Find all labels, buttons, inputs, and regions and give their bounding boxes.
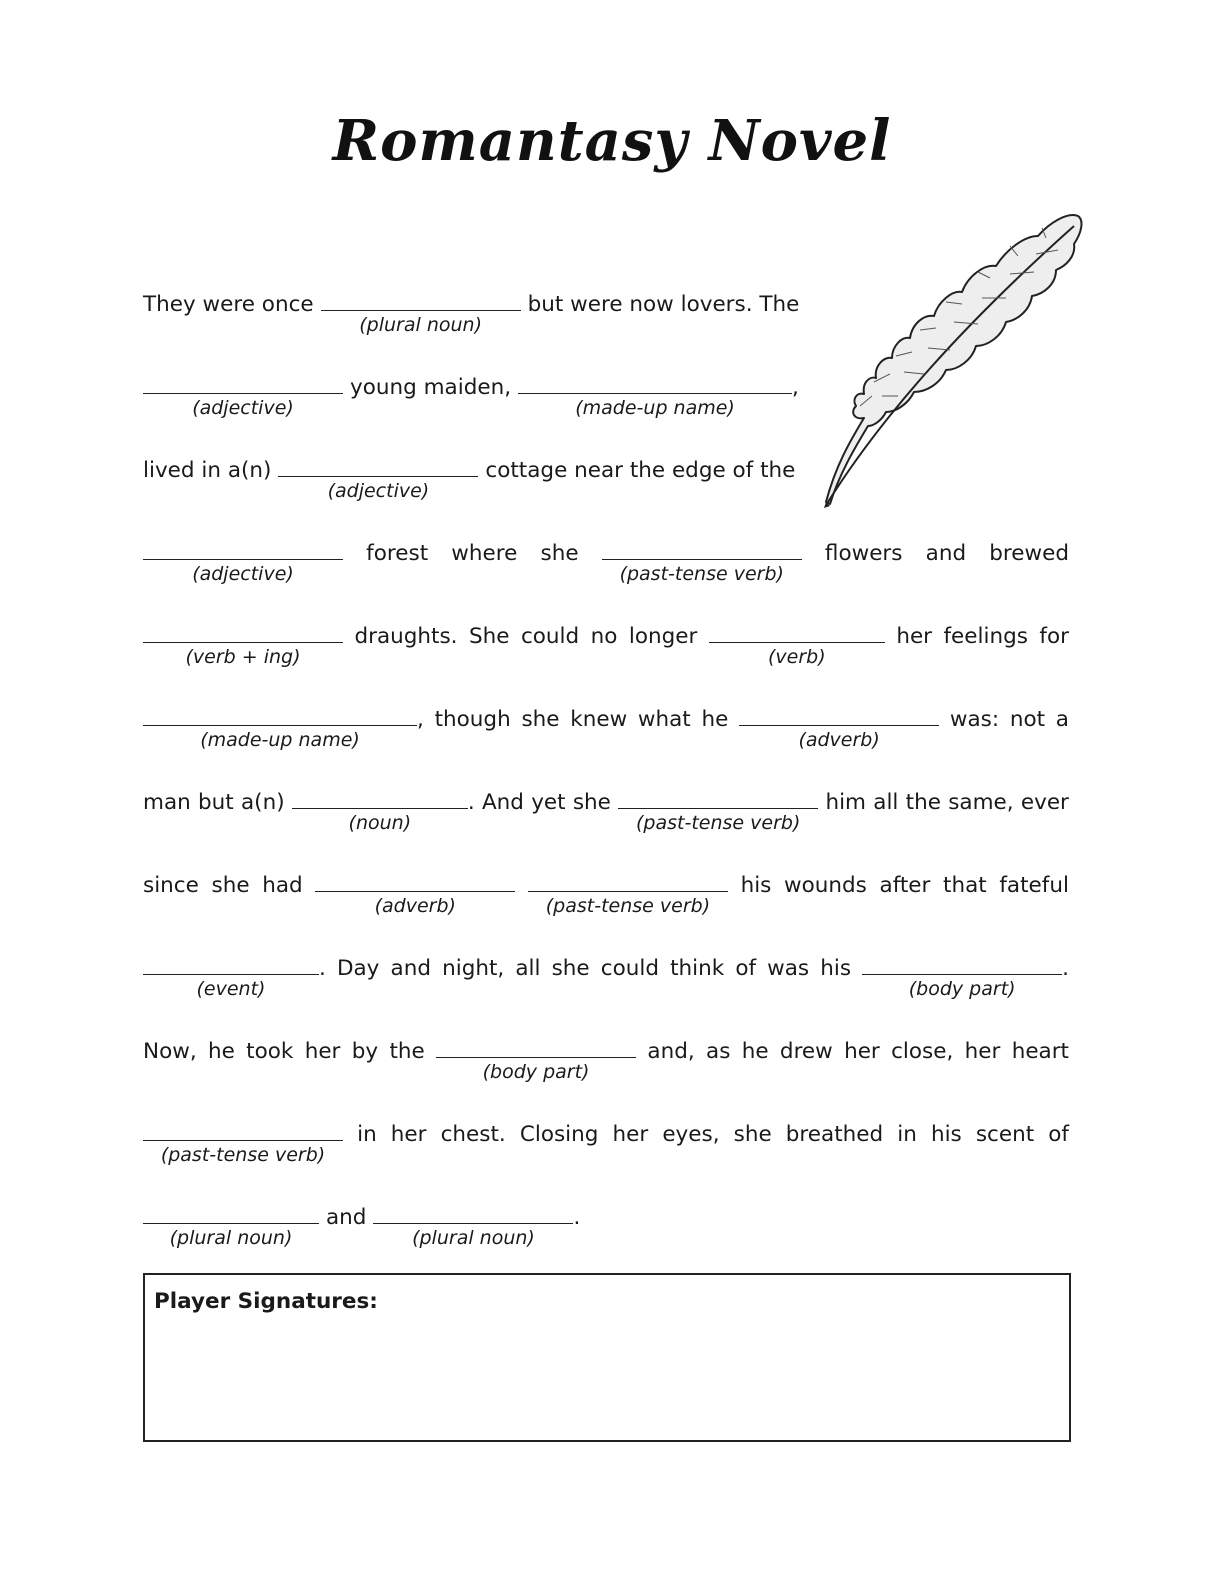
story-segment bbox=[143, 1111, 343, 1166]
story-segment bbox=[862, 945, 1069, 1000]
story-segment bbox=[896, 622, 932, 652]
story-segment bbox=[734, 1120, 772, 1150]
story-word: of bbox=[1048, 1122, 1069, 1147]
story-line bbox=[143, 945, 1069, 1000]
story-segment bbox=[262, 871, 302, 901]
story-segment bbox=[948, 788, 1013, 818]
story-segment bbox=[389, 1037, 424, 1067]
story-segment bbox=[198, 788, 234, 818]
story-segment bbox=[573, 788, 611, 818]
word-type-hint: (body part) bbox=[908, 978, 1016, 1000]
story-word: a bbox=[1055, 707, 1069, 732]
story-word: brewed bbox=[989, 541, 1069, 566]
signature-box[interactable] bbox=[143, 1273, 1071, 1442]
story-segment bbox=[897, 1120, 917, 1150]
story-segment bbox=[613, 1120, 649, 1150]
story-segment bbox=[880, 871, 931, 901]
story-segment bbox=[591, 622, 618, 652]
story-word: she bbox=[572, 790, 611, 815]
story-segment bbox=[989, 539, 1069, 569]
story-word: the bbox=[905, 790, 941, 815]
story-segment bbox=[143, 456, 271, 486]
story-segment bbox=[305, 1037, 341, 1067]
fill-in-blank[interactable] bbox=[373, 1194, 573, 1249]
story-word: lived in a(n) bbox=[143, 458, 272, 483]
story-segment bbox=[208, 1037, 235, 1067]
story-word: a(n) bbox=[241, 790, 285, 815]
story-word: and, bbox=[647, 1039, 695, 1064]
word-type-hint: (past-tense verb) bbox=[636, 812, 801, 834]
story-segment bbox=[618, 779, 818, 834]
story-word: that bbox=[943, 873, 987, 898]
story-word: cottage near the edge of the bbox=[485, 458, 796, 483]
story-word: his bbox=[740, 873, 772, 898]
signature-label: Player Signatures: bbox=[154, 1289, 378, 1314]
page-title: Romantasy Novel bbox=[332, 108, 892, 174]
story-segment bbox=[246, 1037, 293, 1067]
word-type-hint: (verb + ing) bbox=[185, 646, 301, 668]
word-type-hint: (adjective) bbox=[327, 480, 430, 502]
story-segment bbox=[531, 788, 565, 818]
story-word: the bbox=[389, 1039, 425, 1064]
story-word: but were now lovers. The bbox=[527, 292, 800, 317]
story-segment bbox=[825, 788, 866, 818]
story-segment bbox=[706, 1037, 730, 1067]
story-segment bbox=[143, 1194, 319, 1249]
story-segment bbox=[357, 1120, 377, 1150]
story-word: fateful bbox=[999, 873, 1069, 898]
story-word: where bbox=[451, 541, 518, 566]
story-segment bbox=[143, 613, 343, 668]
story-line bbox=[143, 613, 1069, 668]
story-word: and bbox=[390, 956, 431, 981]
word-type-hint: (verb) bbox=[768, 646, 826, 668]
story-word: since bbox=[143, 873, 199, 898]
word-type-hint: (plural noun) bbox=[412, 1227, 535, 1249]
story-segment bbox=[143, 290, 314, 320]
story-segment bbox=[662, 1120, 719, 1150]
story-segment bbox=[670, 954, 724, 984]
story-word: , bbox=[417, 707, 424, 732]
word-type-hint: (made-up name) bbox=[200, 729, 360, 751]
story-word: , bbox=[792, 375, 799, 400]
fill-in-blank[interactable] bbox=[709, 613, 885, 668]
story-word: And bbox=[481, 790, 524, 815]
story-segment bbox=[1010, 705, 1045, 735]
story-word: her bbox=[304, 1039, 341, 1064]
story-segment bbox=[391, 954, 431, 984]
story-word: but bbox=[198, 790, 234, 815]
story-segment bbox=[350, 373, 511, 403]
story-word: what bbox=[637, 707, 691, 732]
story-word: though bbox=[434, 707, 511, 732]
word-type-hint: (body part) bbox=[482, 1061, 590, 1083]
story-segment bbox=[485, 456, 795, 486]
story-word: her bbox=[844, 1039, 880, 1064]
story-word: her bbox=[390, 1122, 427, 1147]
story-segment bbox=[451, 539, 517, 569]
story-segment bbox=[602, 530, 802, 585]
fill-in-blank[interactable] bbox=[602, 530, 802, 585]
word-type-hint: (plural noun) bbox=[169, 1227, 293, 1249]
word-type-hint: (made-up name) bbox=[575, 397, 735, 419]
story-word: . bbox=[467, 790, 475, 815]
story-segment bbox=[278, 447, 478, 502]
story-segment bbox=[143, 530, 343, 585]
story-word: was bbox=[767, 956, 810, 981]
story-word: Now, bbox=[143, 1039, 197, 1064]
story-segment bbox=[786, 1120, 883, 1150]
story-word: breathed bbox=[785, 1122, 884, 1147]
story-segment bbox=[943, 622, 1027, 652]
story-segment bbox=[1012, 1037, 1069, 1067]
fill-in-blank[interactable] bbox=[143, 696, 417, 751]
story-word: had bbox=[262, 873, 303, 898]
story-segment bbox=[742, 1037, 769, 1067]
fill-in-blank[interactable] bbox=[436, 1028, 636, 1083]
story-segment bbox=[366, 539, 428, 569]
story-word: wounds bbox=[784, 873, 867, 898]
story-segment bbox=[891, 1037, 953, 1067]
story-word: her bbox=[896, 624, 933, 649]
story-word: him bbox=[825, 790, 866, 815]
story-word: in bbox=[357, 1122, 377, 1147]
word-type-hint: (event) bbox=[196, 978, 266, 1000]
story-word: took bbox=[246, 1039, 294, 1064]
story-segment bbox=[825, 539, 903, 569]
story-word: he bbox=[701, 707, 729, 732]
story-line bbox=[143, 1194, 798, 1249]
story-word: his bbox=[930, 1122, 962, 1147]
story-word: not bbox=[1009, 707, 1046, 732]
story-word: of bbox=[735, 956, 757, 981]
story-segment bbox=[741, 871, 772, 901]
fill-in-blank[interactable] bbox=[618, 779, 818, 834]
story-segment bbox=[739, 696, 939, 751]
fill-in-blank[interactable] bbox=[143, 1111, 343, 1166]
story-word: she bbox=[521, 707, 560, 732]
story-word: he bbox=[741, 1039, 769, 1064]
story-word: drew bbox=[779, 1039, 833, 1064]
story-word: she bbox=[551, 956, 590, 981]
word-type-hint: (past-tense verb) bbox=[160, 1144, 326, 1166]
story-word: . bbox=[573, 1205, 581, 1230]
word-type-hint: (adjective) bbox=[192, 563, 294, 585]
fill-in-blank[interactable] bbox=[528, 862, 728, 917]
story-word: could bbox=[520, 624, 580, 649]
story-segment bbox=[373, 1194, 581, 1249]
story-segment bbox=[442, 954, 504, 984]
story-segment bbox=[601, 954, 659, 984]
story-line bbox=[143, 364, 799, 419]
story-word: . bbox=[1062, 956, 1069, 981]
story-segment bbox=[844, 1037, 880, 1067]
story-segment bbox=[212, 871, 250, 901]
story-word: eyes, bbox=[662, 1122, 720, 1147]
story-word: man bbox=[143, 790, 191, 815]
fill-in-blank[interactable] bbox=[292, 779, 468, 834]
story-segment bbox=[735, 954, 756, 984]
story-word: her bbox=[964, 1039, 1001, 1064]
story-segment bbox=[292, 779, 475, 834]
story-word: she bbox=[540, 541, 579, 566]
story-segment bbox=[976, 1120, 1034, 1150]
story-line bbox=[143, 696, 1069, 751]
story-word: flowers bbox=[824, 541, 903, 566]
story-line bbox=[143, 779, 1069, 834]
story-word: Closing bbox=[519, 1122, 599, 1147]
story-segment bbox=[541, 539, 579, 569]
story-word: young maiden, bbox=[350, 375, 512, 400]
story-segment bbox=[518, 364, 799, 419]
story-segment bbox=[482, 788, 524, 818]
word-type-hint: (plural noun) bbox=[359, 314, 482, 336]
story-segment bbox=[321, 281, 521, 336]
story-segment bbox=[315, 862, 515, 917]
word-type-hint: (noun) bbox=[348, 812, 412, 834]
story-word: she bbox=[733, 1122, 772, 1147]
story-word: and bbox=[925, 541, 967, 566]
story-segment bbox=[143, 696, 424, 751]
fill-in-blank[interactable] bbox=[739, 696, 939, 751]
story-word: he bbox=[207, 1039, 235, 1064]
story-segment bbox=[906, 788, 941, 818]
story-segment bbox=[391, 1120, 427, 1150]
story-segment bbox=[143, 788, 191, 818]
story-word: her bbox=[612, 1122, 649, 1147]
story-segment bbox=[767, 954, 809, 984]
story-word: Day bbox=[336, 956, 380, 981]
story-word: They were once bbox=[143, 292, 314, 317]
story-word: for bbox=[1039, 624, 1069, 649]
story-segment bbox=[441, 1120, 506, 1150]
story-word: ever bbox=[1020, 790, 1069, 815]
story-word: night, bbox=[442, 956, 505, 981]
fill-in-blank[interactable] bbox=[143, 530, 343, 585]
story-segment bbox=[820, 954, 851, 984]
story-segment bbox=[1039, 622, 1069, 652]
story-segment bbox=[709, 613, 885, 668]
story-line bbox=[143, 447, 798, 502]
story-word: as bbox=[706, 1039, 731, 1064]
story-segment bbox=[552, 954, 590, 984]
story-segment bbox=[629, 622, 697, 652]
story-word: think bbox=[670, 956, 725, 981]
story-word: yet bbox=[531, 790, 566, 815]
story-word: . bbox=[319, 956, 326, 981]
story-segment bbox=[638, 705, 691, 735]
story-segment bbox=[241, 788, 285, 818]
story-word: same, bbox=[948, 790, 1014, 815]
story-word: all bbox=[515, 956, 541, 981]
story-segment bbox=[784, 871, 867, 901]
fill-in-blank[interactable] bbox=[862, 945, 1062, 1000]
story-segment bbox=[528, 862, 728, 917]
fill-in-blank[interactable] bbox=[518, 364, 792, 419]
fill-in-blank[interactable] bbox=[143, 613, 343, 668]
story-segment bbox=[702, 705, 729, 735]
feather-quill-icon bbox=[812, 206, 1084, 508]
word-type-hint: (adjective) bbox=[192, 397, 294, 419]
story-word: his bbox=[820, 956, 852, 981]
story-segment bbox=[570, 705, 627, 735]
story-segment bbox=[352, 1037, 378, 1067]
story-word: could bbox=[600, 956, 659, 981]
story-word: draughts. bbox=[354, 624, 458, 649]
story-line bbox=[143, 1028, 1069, 1083]
story-word: feelings bbox=[943, 624, 1028, 649]
story-word: was: bbox=[949, 707, 1000, 732]
fill-in-blank[interactable] bbox=[143, 364, 343, 419]
story-segment bbox=[515, 954, 540, 984]
story-word: She bbox=[468, 624, 510, 649]
story-segment bbox=[326, 1203, 366, 1233]
story-segment bbox=[435, 705, 511, 735]
story-segment bbox=[528, 290, 800, 320]
story-segment bbox=[520, 1120, 599, 1150]
story-segment bbox=[1021, 788, 1069, 818]
fill-in-blank[interactable] bbox=[321, 281, 521, 336]
story-word: longer bbox=[628, 624, 698, 649]
story-word: chest. bbox=[440, 1122, 506, 1147]
story-segment bbox=[965, 1037, 1001, 1067]
story-word: heart bbox=[1011, 1039, 1069, 1064]
story-segment bbox=[999, 871, 1069, 901]
story-line bbox=[143, 1111, 1069, 1166]
word-type-hint: (adverb) bbox=[798, 729, 880, 751]
story-segment bbox=[436, 1028, 636, 1083]
story-word: all bbox=[873, 790, 899, 815]
fill-in-blank[interactable] bbox=[143, 945, 319, 1000]
story-line bbox=[143, 281, 800, 336]
story-segment bbox=[873, 788, 898, 818]
story-segment bbox=[521, 705, 559, 735]
story-word: and bbox=[326, 1205, 367, 1230]
story-word: after bbox=[879, 873, 931, 898]
story-segment bbox=[1048, 1120, 1069, 1150]
story-line bbox=[143, 530, 1069, 585]
story-segment bbox=[469, 622, 510, 652]
story-word: close, bbox=[891, 1039, 954, 1064]
story-segment bbox=[143, 945, 326, 1000]
story-word: knew bbox=[570, 707, 628, 732]
word-type-hint: (past-tense verb) bbox=[545, 895, 711, 917]
story-segment bbox=[1056, 705, 1069, 735]
story-segment bbox=[780, 1037, 833, 1067]
story-segment bbox=[354, 622, 457, 652]
story-word: no bbox=[590, 624, 618, 649]
story-segment bbox=[143, 1037, 197, 1067]
story-segment bbox=[337, 954, 379, 984]
fill-in-blank[interactable] bbox=[278, 447, 478, 502]
story-segment bbox=[943, 871, 987, 901]
story-line bbox=[143, 862, 1069, 917]
story-segment bbox=[647, 1037, 694, 1067]
story-segment bbox=[143, 871, 199, 901]
story-word: she bbox=[211, 873, 250, 898]
story-segment bbox=[950, 705, 999, 735]
story-segment bbox=[931, 1120, 962, 1150]
story-segment bbox=[143, 364, 343, 419]
fill-in-blank[interactable] bbox=[143, 1194, 319, 1249]
story-segment bbox=[926, 539, 966, 569]
word-type-hint: (past-tense verb) bbox=[619, 563, 784, 585]
story-word: forest bbox=[366, 541, 429, 566]
word-type-hint: (adverb) bbox=[374, 895, 456, 917]
story-word: by bbox=[351, 1039, 379, 1064]
story-word: in bbox=[897, 1122, 917, 1147]
story-word: scent bbox=[975, 1122, 1035, 1147]
story-segment bbox=[521, 622, 579, 652]
fill-in-blank[interactable] bbox=[315, 862, 515, 917]
